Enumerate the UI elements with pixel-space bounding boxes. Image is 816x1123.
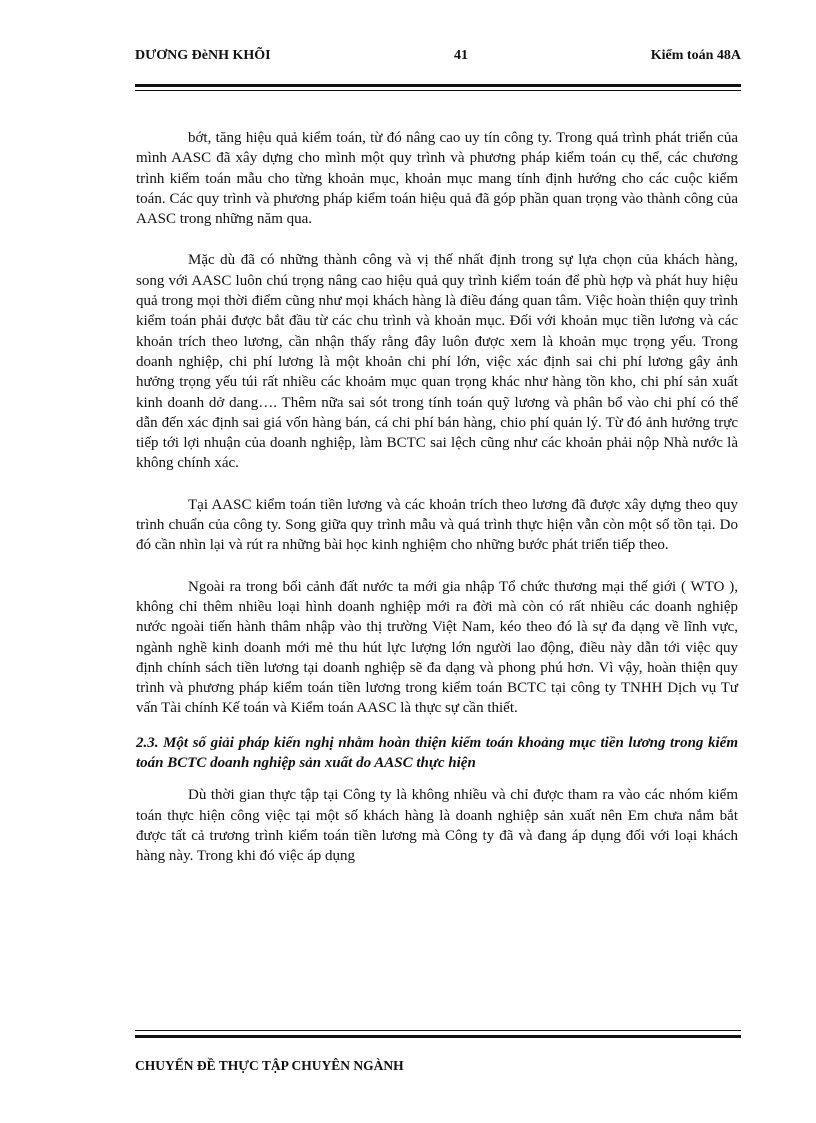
header-rule-thin — [135, 90, 741, 91]
document-body — [136, 128, 738, 888]
section-heading: 2.3. Một số giải pháp kiến nghị nhằm hoàn thiện kiểm toán khoảng mục tiền lương trong kiểm toán BCTC doanh nghiệp sản xuất do AASC thực hiện — [136, 734, 738, 772]
paragraph-2: Mặc dù đã có những thành công và vị thế nhất định trong sự lựa chọn của khách hàng, song với AASC luôn chú trọng nâng cao hiệu quả quy trình kiểm toán để phù hợp và phát huy hiệu quả trong mọi thời điểm cũng như mọi khách hàng là điều đáng quan tâm. Việc hoàn thiện quy trình kiểm toán phải được bắt đầu từ các chu trình và khoản mục. Đối với khoản mục tiền lương và các khoản trích theo lương, cần nhận thấy rằng đây luôn được xem là khoản mục trọng yếu. Trong doanh nghiệp, chi phí lương là một khoản chi phí lớn, việc xác định sai chi phí lương gây ảnh hưởng trọng yếu túi rất nhiều các khoảm mục quan trọng khác như hàng tồn kho, chi phí sản xuất kinh doanh dở dang…. Thêm nữa sai sót trong tính toán quỹ lương và phân bổ vào chi phí có thể dẫn đến xác định sai giá vốn hàng bán, cá chi phí bán hàng, chio phí quản lý. Từ đó ảnh hưởng trực tiếp tới lợi nhuận của doanh nghiệp, làm BCTC sai lệch cũng như các khoản phải nộp Nhà nước là không chính xác. — [136, 252, 738, 472]
paragraph-1: bớt, tăng hiệu quả kiểm toán, từ đó nâng cao uy tín công ty. Trong quá trình phát triển của mình AASC đã xây dựng cho mình một quy trình và phương pháp kiểm toán cụ thể, các chương trình kiểm toán mẫu cho từng khoản mục, khoản mục mang tính định hướng cho các cuộc kiểm toán. Các quy trình và phương pháp kiểm toán hiệu quả đã góp phần quan trọng vào thành công của AASC trong những năm qua. — [136, 130, 738, 228]
header-class-name: Kiểm toán 48A — [650, 48, 741, 63]
header-author: DƯƠNG ĐèNH KHÕI — [135, 48, 271, 63]
footer-rule-thin — [135, 1030, 741, 1031]
paragraph-4: Ngoài ra trong bối cảnh đất nước ta mới gia nhập Tổ chức thương mại thế giới ( WTO ), không chỉ thêm nhiều loại hình doanh nghiệp mới ra đời mà còn có rất nhiều các doanh nghiệp nước ngoài tiến hành thâm nhập vào thị trường Việt Nam, kéo theo đó là sự đa dạng về lĩnh vực, ngành nghề kinh doanh mới mẻ thu hút lực lượng lớn người lao động, điều này dẫn tới việc quy định chính sách tiền lương tại doanh nghiệp sẽ đa dạng và phong phú hơn. Vì vậy, hoàn thiện quy trình và phương pháp kiểm toán tiền lương trong kiểm toán BCTC tại công ty TNHH Dịch vụ Tư vấn Tài chính Kế toán và Kiểm toán AASC là thực sự cần thiết. — [136, 578, 738, 717]
paragraph-3: Tại AASC kiểm toán tiền lương và các khoản trích theo lương đã được xây dựng theo quy trình chuẩn của công ty. Song giữa quy trình mẫu và quá trình thực hiện vẫn còn một số tồn tại. Do đó cần nhìn lại và rút ra những bài học kinh nghiệm cho những bước phát triển tiếp theo. — [136, 496, 738, 554]
page-footer: CHUYẾN ĐỀ THỰC TẬP CHUYÊN NGÀNH — [135, 1058, 404, 1073]
page-header — [135, 48, 741, 70]
paragraph-5: Dù thời gian thực tập tại Công ty là không nhiều và chỉ được tham ra vào các nhóm kiểm toán thực hiện công việc tại một số khách hàng là doanh nghiệp sản xuất nên Em chưa nắm bắt được tất cả trương trình kiểm toán tiền lương mà Công ty đã và đang áp dụng đối với loại khách hàng này. Trong khi đó việc áp dụng — [136, 787, 738, 865]
header-rule-thick — [135, 84, 741, 87]
header-page-number: 41 — [454, 48, 468, 63]
footer-rule-thick — [135, 1035, 741, 1038]
